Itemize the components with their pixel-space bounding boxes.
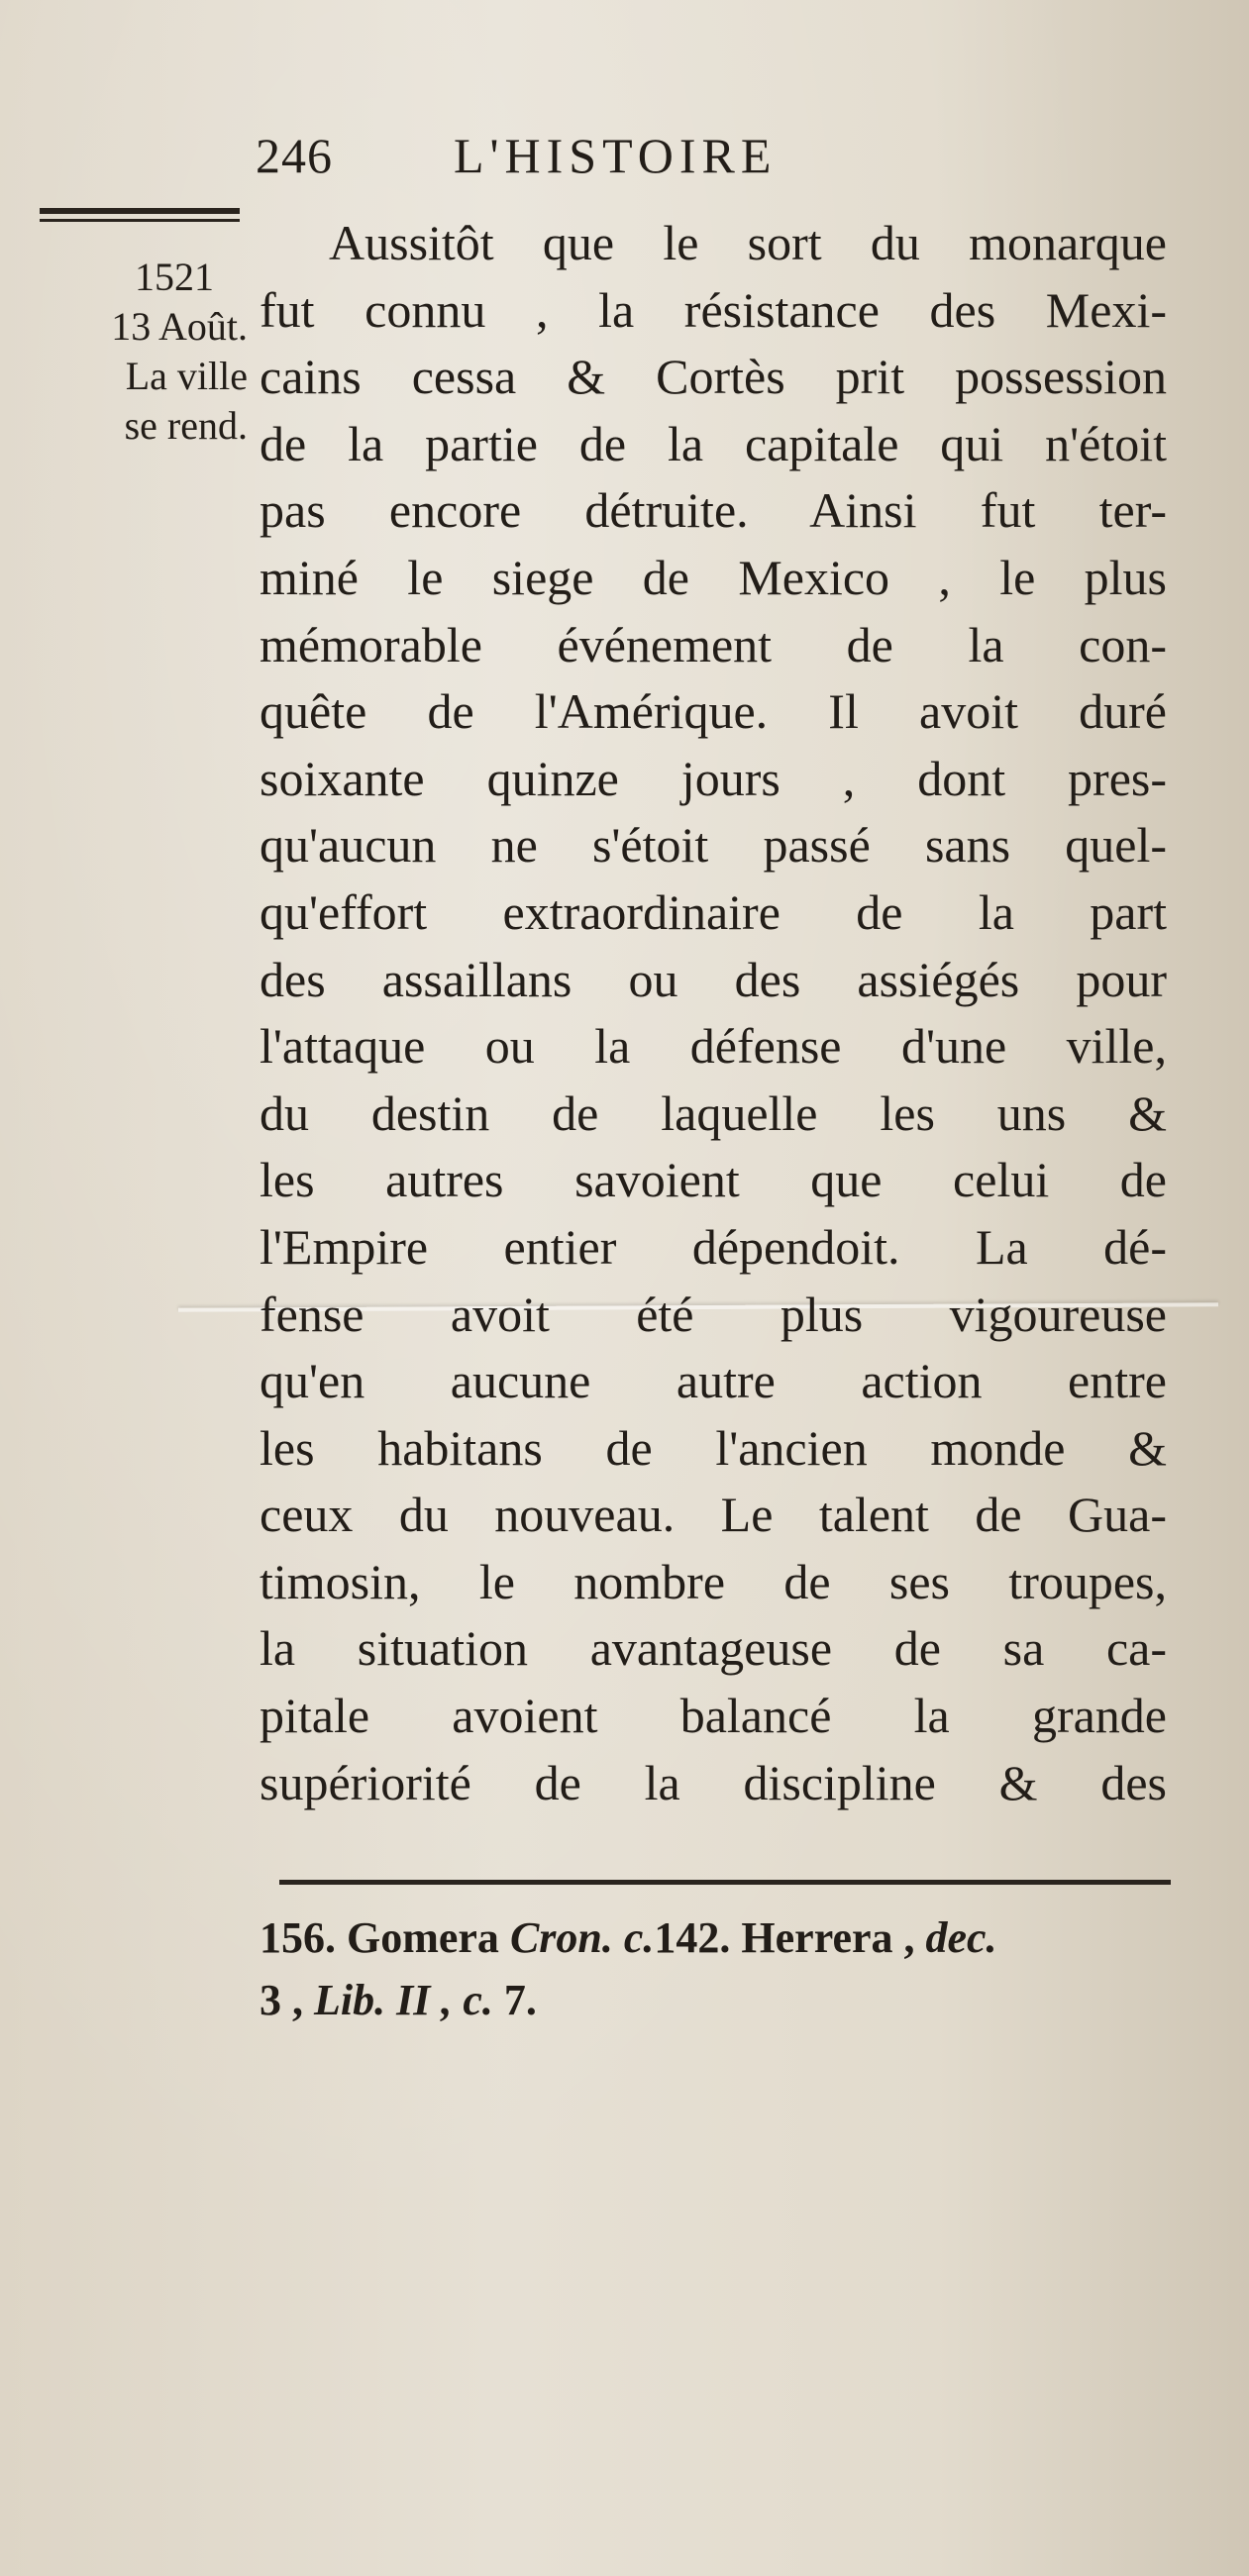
- footnote-author: 142. Herrera ,: [654, 1913, 926, 1962]
- text-line: miné le siege de Mexico , le plus: [260, 549, 1167, 605]
- margin-date: 13 Août.: [111, 304, 248, 349]
- footnote-work-title: Cron. c.: [509, 1913, 655, 1962]
- text-line: l'Empire entier dépendoit. La dé-: [260, 1218, 1167, 1275]
- margin-note-line2: se rend.: [124, 403, 248, 448]
- text-line: supériorité de la discipline & des: [260, 1754, 1167, 1810]
- text-line: qu'effort extraordinaire de la part: [260, 883, 1167, 940]
- body-text: [260, 210, 1167, 1816]
- margin-year: 1521: [135, 255, 214, 299]
- text-line: du destin de laquelle les uns &: [260, 1084, 1167, 1141]
- text-line: de la partie de la capitale qui n'étoit: [260, 415, 1167, 471]
- text-line: quête de l'Amérique. Il avoit duré: [260, 683, 1167, 740]
- margin-note-line1: La ville: [125, 354, 248, 398]
- page-number: 246: [256, 128, 333, 183]
- footnote-ref-number: 156. Gomera: [260, 1913, 510, 1962]
- text-line: des assaillans ou des assiégés pour: [260, 951, 1167, 1007]
- footnote-decade-number: 3 ,: [260, 1976, 314, 2024]
- footnote-decade: dec.: [925, 1913, 997, 1962]
- text-line: la situation avantageuse de sa ca-: [260, 1620, 1167, 1677]
- text-line: soixante quinze jours , dont pres-: [260, 750, 1167, 806]
- text-line: l'attaque ou la défense d'une ville,: [260, 1018, 1167, 1075]
- text-line: fut connu , la résistance des Mexi-: [260, 281, 1167, 338]
- text-line: timosin, le nombre de ses troupes,: [260, 1553, 1167, 1609]
- text-line: pitale avoient balancé la grande: [260, 1688, 1167, 1744]
- text-line: ceux du nouveau. Le talent de Gua-: [260, 1487, 1167, 1543]
- running-title: L'HISTOIRE: [454, 128, 778, 183]
- text-line: mémorable événement de la con-: [260, 616, 1167, 672]
- text-line: pas encore détruite. Ainsi fut ter-: [260, 482, 1167, 539]
- margin-rule-thin: [40, 219, 240, 222]
- text-line: qu'en aucune autre action entre: [260, 1353, 1167, 1409]
- footnote-line1: [260, 1906, 1181, 1969]
- text-line: les autres savoient que celui de: [260, 1152, 1167, 1208]
- text-line: Aussitôt que le sort du monarque: [329, 215, 1167, 270]
- footnote-chapter-number: 7.: [492, 1976, 537, 2024]
- margin-note: [30, 253, 248, 451]
- text-line: les habitans de l'ancien monde &: [260, 1419, 1167, 1476]
- footnote-line2: [260, 1969, 1181, 2031]
- footnote-book-ref: Lib. II , c.: [314, 1976, 493, 2024]
- text-line: qu'aucun ne s'étoit passé sans quel-: [260, 817, 1167, 874]
- running-head: [256, 127, 1048, 184]
- text-line: cains cessa & Cortès prit possession: [260, 349, 1167, 405]
- text-line: fense avoit été plus vigoureuse: [260, 1286, 1167, 1342]
- footnote: [260, 1906, 1181, 2031]
- margin-rule-thick: [40, 208, 240, 214]
- footnote-rule: [279, 1880, 1171, 1885]
